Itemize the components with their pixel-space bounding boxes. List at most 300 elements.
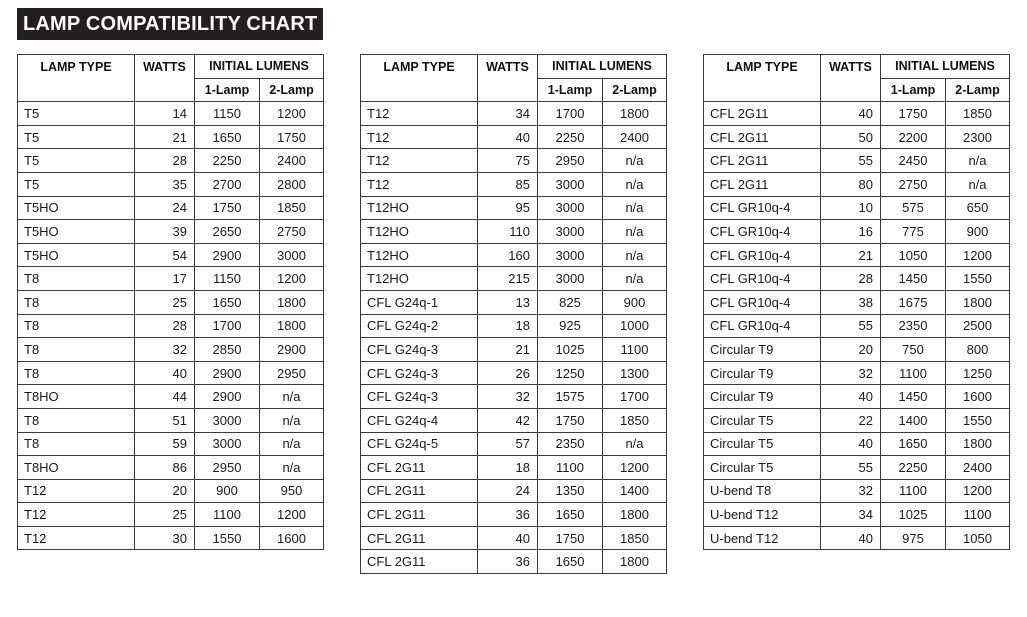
cell-1-lamp-lumens: 1700 — [195, 314, 260, 338]
cell-lamp-type: Circular T5 — [704, 408, 821, 432]
cell-watts: 25 — [135, 290, 195, 314]
table-row — [361, 267, 667, 291]
cell-1-lamp-lumens: 1100 — [881, 479, 946, 503]
header-initial-lumens: INITIAL LUMENS — [538, 55, 667, 79]
cell-lamp-type: CFL G24q-3 — [361, 361, 478, 385]
cell-2-lamp-lumens: 800 — [946, 338, 1010, 362]
cell-lamp-type: CFL GR10q-4 — [704, 267, 821, 291]
cell-1-lamp-lumens: 825 — [538, 290, 603, 314]
cell-1-lamp-lumens: 1675 — [881, 290, 946, 314]
cell-watts: 18 — [478, 456, 538, 480]
cell-watts: 85 — [478, 172, 538, 196]
header-2-lamp: 2-Lamp — [603, 78, 667, 102]
cell-lamp-type: CFL 2G11 — [704, 149, 821, 173]
cell-1-lamp-lumens: 1750 — [195, 196, 260, 220]
cell-watts: 40 — [821, 432, 881, 456]
lamp-table-2 — [360, 54, 667, 574]
cell-watts: 36 — [478, 503, 538, 527]
cell-watts: 14 — [135, 102, 195, 126]
cell-2-lamp-lumens: 1000 — [603, 314, 667, 338]
cell-lamp-type: CFL 2G11 — [704, 125, 821, 149]
cell-lamp-type: T5 — [18, 149, 135, 173]
cell-watts: 55 — [821, 314, 881, 338]
header-watts: WATTS — [135, 55, 195, 102]
cell-1-lamp-lumens: 1700 — [538, 102, 603, 126]
cell-watts: 17 — [135, 267, 195, 291]
cell-lamp-type: CFL 2G11 — [361, 550, 478, 574]
cell-2-lamp-lumens: 2800 — [260, 172, 324, 196]
table-row — [361, 408, 667, 432]
cell-watts: 21 — [135, 125, 195, 149]
table-row — [18, 408, 324, 432]
cell-2-lamp-lumens: 900 — [946, 220, 1010, 244]
cell-watts: 20 — [821, 338, 881, 362]
cell-lamp-type: T12 — [18, 503, 135, 527]
cell-watts: 54 — [135, 243, 195, 267]
cell-watts: 59 — [135, 432, 195, 456]
cell-lamp-type: T8 — [18, 361, 135, 385]
cell-1-lamp-lumens: 2750 — [881, 172, 946, 196]
header-2-lamp: 2-Lamp — [946, 78, 1010, 102]
cell-watts: 40 — [821, 385, 881, 409]
table-row — [704, 196, 1010, 220]
cell-lamp-type: CFL 2G11 — [704, 102, 821, 126]
cell-lamp-type: T12 — [361, 102, 478, 126]
cell-lamp-type: T5HO — [18, 243, 135, 267]
table-row — [361, 432, 667, 456]
cell-2-lamp-lumens: 1700 — [603, 385, 667, 409]
cell-lamp-type: T12 — [18, 526, 135, 550]
cell-watts: 40 — [478, 125, 538, 149]
cell-2-lamp-lumens: n/a — [603, 172, 667, 196]
cell-1-lamp-lumens: 1650 — [538, 550, 603, 574]
cell-1-lamp-lumens: 1100 — [881, 361, 946, 385]
table-row — [361, 243, 667, 267]
cell-2-lamp-lumens: 2750 — [260, 220, 324, 244]
cell-lamp-type: T5HO — [18, 220, 135, 244]
cell-2-lamp-lumens: 1400 — [603, 479, 667, 503]
cell-1-lamp-lumens: 1050 — [881, 243, 946, 267]
cell-lamp-type: CFL 2G11 — [361, 479, 478, 503]
cell-watts: 35 — [135, 172, 195, 196]
cell-2-lamp-lumens: 2300 — [946, 125, 1010, 149]
table-row — [18, 149, 324, 173]
cell-2-lamp-lumens: n/a — [260, 456, 324, 480]
cell-watts: 25 — [135, 503, 195, 527]
header-lamp-type: LAMP TYPE — [361, 55, 478, 102]
table-row — [704, 314, 1010, 338]
table-row — [18, 196, 324, 220]
cell-2-lamp-lumens: n/a — [946, 172, 1010, 196]
table-row — [18, 290, 324, 314]
table-row — [18, 385, 324, 409]
cell-1-lamp-lumens: 2900 — [195, 361, 260, 385]
cell-lamp-type: CFL GR10q-4 — [704, 220, 821, 244]
cell-watts: 13 — [478, 290, 538, 314]
cell-1-lamp-lumens: 1450 — [881, 385, 946, 409]
header-watts: WATTS — [821, 55, 881, 102]
cell-1-lamp-lumens: 1150 — [195, 267, 260, 291]
cell-watts: 34 — [821, 503, 881, 527]
table-row — [361, 125, 667, 149]
cell-1-lamp-lumens: 2450 — [881, 149, 946, 173]
cell-2-lamp-lumens: 1550 — [946, 408, 1010, 432]
cell-1-lamp-lumens: 1550 — [195, 526, 260, 550]
cell-watts: 16 — [821, 220, 881, 244]
table-row — [704, 267, 1010, 291]
table-row — [18, 172, 324, 196]
cell-2-lamp-lumens: n/a — [946, 149, 1010, 173]
cell-lamp-type: CFL 2G11 — [704, 172, 821, 196]
cell-1-lamp-lumens: 775 — [881, 220, 946, 244]
table-row — [18, 125, 324, 149]
cell-watts: 75 — [478, 149, 538, 173]
table-row — [704, 125, 1010, 149]
cell-lamp-type: CFL G24q-4 — [361, 408, 478, 432]
cell-lamp-type: CFL GR10q-4 — [704, 196, 821, 220]
cell-2-lamp-lumens: 1800 — [946, 432, 1010, 456]
cell-lamp-type: Circular T5 — [704, 456, 821, 480]
cell-watts: 95 — [478, 196, 538, 220]
cell-lamp-type: CFL GR10q-4 — [704, 314, 821, 338]
table-row — [361, 314, 667, 338]
cell-watts: 32 — [478, 385, 538, 409]
cell-watts: 28 — [135, 314, 195, 338]
header-1-lamp: 1-Lamp — [881, 78, 946, 102]
cell-2-lamp-lumens: n/a — [603, 220, 667, 244]
cell-2-lamp-lumens: n/a — [603, 432, 667, 456]
table-row — [704, 102, 1010, 126]
cell-1-lamp-lumens: 3000 — [195, 408, 260, 432]
cell-watts: 40 — [478, 526, 538, 550]
table-row — [361, 102, 667, 126]
cell-1-lamp-lumens: 1650 — [195, 125, 260, 149]
cell-1-lamp-lumens: 1150 — [195, 102, 260, 126]
cell-2-lamp-lumens: 3000 — [260, 243, 324, 267]
cell-lamp-type: CFL GR10q-4 — [704, 290, 821, 314]
table-row — [704, 408, 1010, 432]
table-row — [704, 290, 1010, 314]
cell-watts: 42 — [478, 408, 538, 432]
table-row — [704, 385, 1010, 409]
table-row — [18, 102, 324, 126]
cell-2-lamp-lumens: n/a — [603, 267, 667, 291]
table-row — [361, 149, 667, 173]
cell-2-lamp-lumens: 1600 — [260, 526, 324, 550]
header-lamp-type: LAMP TYPE — [18, 55, 135, 102]
cell-1-lamp-lumens: 2700 — [195, 172, 260, 196]
cell-lamp-type: CFL 2G11 — [361, 526, 478, 550]
header-watts: WATTS — [478, 55, 538, 102]
cell-watts: 215 — [478, 267, 538, 291]
cell-2-lamp-lumens: 1850 — [946, 102, 1010, 126]
cell-2-lamp-lumens: 650 — [946, 196, 1010, 220]
cell-lamp-type: T12 — [361, 149, 478, 173]
table-row — [704, 149, 1010, 173]
cell-2-lamp-lumens: 1600 — [946, 385, 1010, 409]
cell-2-lamp-lumens: 1200 — [603, 456, 667, 480]
cell-lamp-type: T12HO — [361, 196, 478, 220]
table-row — [361, 338, 667, 362]
table-row — [361, 526, 667, 550]
cell-watts: 10 — [821, 196, 881, 220]
cell-watts: 32 — [821, 479, 881, 503]
cell-1-lamp-lumens: 975 — [881, 526, 946, 550]
cell-2-lamp-lumens: n/a — [260, 432, 324, 456]
cell-lamp-type: T8 — [18, 290, 135, 314]
cell-1-lamp-lumens: 2900 — [195, 385, 260, 409]
table-row — [361, 290, 667, 314]
cell-watts: 55 — [821, 149, 881, 173]
cell-watts: 38 — [821, 290, 881, 314]
header-initial-lumens: INITIAL LUMENS — [881, 55, 1010, 79]
cell-lamp-type: T12 — [361, 172, 478, 196]
table-row — [18, 243, 324, 267]
cell-watts: 110 — [478, 220, 538, 244]
cell-1-lamp-lumens: 3000 — [195, 432, 260, 456]
cell-lamp-type: CFL G24q-3 — [361, 385, 478, 409]
cell-1-lamp-lumens: 900 — [195, 479, 260, 503]
cell-lamp-type: CFL G24q-1 — [361, 290, 478, 314]
cell-watts: 32 — [135, 338, 195, 362]
cell-2-lamp-lumens: n/a — [603, 149, 667, 173]
cell-2-lamp-lumens: 1300 — [603, 361, 667, 385]
cell-1-lamp-lumens: 1650 — [881, 432, 946, 456]
cell-2-lamp-lumens: 1200 — [946, 243, 1010, 267]
header-1-lamp: 1-Lamp — [538, 78, 603, 102]
table-row — [361, 550, 667, 574]
cell-2-lamp-lumens: 2400 — [603, 125, 667, 149]
cell-watts: 51 — [135, 408, 195, 432]
cell-1-lamp-lumens: 3000 — [538, 172, 603, 196]
cell-2-lamp-lumens: 1800 — [260, 314, 324, 338]
cell-lamp-type: CFL GR10q-4 — [704, 243, 821, 267]
cell-watts: 22 — [821, 408, 881, 432]
cell-watts: 30 — [135, 526, 195, 550]
cell-2-lamp-lumens: 1800 — [946, 290, 1010, 314]
cell-watts: 24 — [135, 196, 195, 220]
cell-2-lamp-lumens: 1250 — [946, 361, 1010, 385]
cell-1-lamp-lumens: 2350 — [881, 314, 946, 338]
cell-lamp-type: T12HO — [361, 243, 478, 267]
table-row — [361, 172, 667, 196]
cell-1-lamp-lumens: 2250 — [881, 456, 946, 480]
table-row — [704, 526, 1010, 550]
cell-watts: 160 — [478, 243, 538, 267]
cell-2-lamp-lumens: n/a — [603, 196, 667, 220]
cell-watts: 21 — [821, 243, 881, 267]
cell-lamp-type: CFL G24q-5 — [361, 432, 478, 456]
cell-lamp-type: T8 — [18, 338, 135, 362]
table-row — [361, 456, 667, 480]
cell-2-lamp-lumens: 1200 — [946, 479, 1010, 503]
cell-2-lamp-lumens: 1850 — [603, 526, 667, 550]
cell-watts: 34 — [478, 102, 538, 126]
cell-lamp-type: T12HO — [361, 267, 478, 291]
cell-2-lamp-lumens: n/a — [260, 408, 324, 432]
cell-2-lamp-lumens: 1200 — [260, 267, 324, 291]
cell-watts: 26 — [478, 361, 538, 385]
cell-lamp-type: Circular T9 — [704, 361, 821, 385]
cell-lamp-type: CFL 2G11 — [361, 503, 478, 527]
cell-1-lamp-lumens: 3000 — [538, 243, 603, 267]
table-row — [704, 503, 1010, 527]
cell-1-lamp-lumens: 1100 — [195, 503, 260, 527]
cell-2-lamp-lumens: 1800 — [603, 550, 667, 574]
table-row — [704, 172, 1010, 196]
cell-2-lamp-lumens: 2950 — [260, 361, 324, 385]
cell-2-lamp-lumens: 1100 — [603, 338, 667, 362]
cell-2-lamp-lumens: 2500 — [946, 314, 1010, 338]
cell-lamp-type: T12 — [361, 125, 478, 149]
cell-lamp-type: Circular T9 — [704, 338, 821, 362]
table-row — [18, 456, 324, 480]
cell-1-lamp-lumens: 1025 — [881, 503, 946, 527]
cell-watts: 40 — [135, 361, 195, 385]
lamp-table-1 — [17, 54, 324, 550]
cell-1-lamp-lumens: 3000 — [538, 196, 603, 220]
cell-lamp-type: T8 — [18, 314, 135, 338]
cell-watts: 86 — [135, 456, 195, 480]
cell-watts: 50 — [821, 125, 881, 149]
table-row — [18, 432, 324, 456]
cell-lamp-type: T8 — [18, 408, 135, 432]
cell-watts: 40 — [821, 526, 881, 550]
header-initial-lumens: INITIAL LUMENS — [195, 55, 324, 79]
cell-watts: 57 — [478, 432, 538, 456]
table-row — [361, 361, 667, 385]
cell-2-lamp-lumens: 1100 — [946, 503, 1010, 527]
cell-lamp-type: U-bend T8 — [704, 479, 821, 503]
cell-2-lamp-lumens: 1550 — [946, 267, 1010, 291]
cell-lamp-type: CFL G24q-3 — [361, 338, 478, 362]
cell-1-lamp-lumens: 1250 — [538, 361, 603, 385]
cell-1-lamp-lumens: 3000 — [538, 220, 603, 244]
cell-1-lamp-lumens: 1350 — [538, 479, 603, 503]
cell-2-lamp-lumens: n/a — [260, 385, 324, 409]
cell-watts: 32 — [821, 361, 881, 385]
cell-lamp-type: CFL 2G11 — [361, 456, 478, 480]
cell-watts: 80 — [821, 172, 881, 196]
cell-2-lamp-lumens: 1050 — [946, 526, 1010, 550]
cell-1-lamp-lumens: 1750 — [881, 102, 946, 126]
table-row — [18, 314, 324, 338]
table-row — [18, 361, 324, 385]
cell-1-lamp-lumens: 3000 — [538, 267, 603, 291]
cell-lamp-type: T12 — [18, 479, 135, 503]
cell-watts: 44 — [135, 385, 195, 409]
cell-2-lamp-lumens: 1800 — [260, 290, 324, 314]
table-row — [704, 243, 1010, 267]
chart-title: LAMP COMPATIBILITY CHART — [17, 8, 323, 40]
cell-2-lamp-lumens: 1850 — [260, 196, 324, 220]
cell-1-lamp-lumens: 2250 — [195, 149, 260, 173]
table-row — [704, 220, 1010, 244]
cell-2-lamp-lumens: n/a — [603, 243, 667, 267]
cell-lamp-type: T5 — [18, 172, 135, 196]
cell-1-lamp-lumens: 1400 — [881, 408, 946, 432]
cell-watts: 28 — [135, 149, 195, 173]
header-2-lamp: 2-Lamp — [260, 78, 324, 102]
cell-1-lamp-lumens: 1650 — [538, 503, 603, 527]
cell-1-lamp-lumens: 1575 — [538, 385, 603, 409]
cell-lamp-type: T8HO — [18, 385, 135, 409]
cell-1-lamp-lumens: 2650 — [195, 220, 260, 244]
table-row — [704, 361, 1010, 385]
table-row — [704, 432, 1010, 456]
cell-lamp-type: T5 — [18, 125, 135, 149]
cell-2-lamp-lumens: 2400 — [946, 456, 1010, 480]
table-row — [18, 220, 324, 244]
cell-1-lamp-lumens: 575 — [881, 196, 946, 220]
cell-2-lamp-lumens: 1750 — [260, 125, 324, 149]
table-row — [704, 456, 1010, 480]
cell-watts: 28 — [821, 267, 881, 291]
cell-watts: 24 — [478, 479, 538, 503]
cell-lamp-type: T8 — [18, 432, 135, 456]
cell-lamp-type: T12HO — [361, 220, 478, 244]
cell-lamp-type: T5HO — [18, 196, 135, 220]
cell-1-lamp-lumens: 2350 — [538, 432, 603, 456]
cell-1-lamp-lumens: 1750 — [538, 526, 603, 550]
cell-watts: 21 — [478, 338, 538, 362]
cell-1-lamp-lumens: 2950 — [195, 456, 260, 480]
table-row — [18, 479, 324, 503]
cell-1-lamp-lumens: 2850 — [195, 338, 260, 362]
cell-2-lamp-lumens: 1200 — [260, 102, 324, 126]
cell-lamp-type: Circular T9 — [704, 385, 821, 409]
cell-lamp-type: T8 — [18, 267, 135, 291]
cell-1-lamp-lumens: 2200 — [881, 125, 946, 149]
cell-watts: 39 — [135, 220, 195, 244]
table-row — [361, 479, 667, 503]
cell-lamp-type: CFL G24q-2 — [361, 314, 478, 338]
cell-watts: 18 — [478, 314, 538, 338]
cell-1-lamp-lumens: 1100 — [538, 456, 603, 480]
cell-1-lamp-lumens: 2250 — [538, 125, 603, 149]
cell-1-lamp-lumens: 2950 — [538, 149, 603, 173]
cell-2-lamp-lumens: 2400 — [260, 149, 324, 173]
table-row — [704, 479, 1010, 503]
cell-watts: 55 — [821, 456, 881, 480]
cell-lamp-type: U-bend T12 — [704, 526, 821, 550]
cell-2-lamp-lumens: 900 — [603, 290, 667, 314]
cell-lamp-type: Circular T5 — [704, 432, 821, 456]
cell-watts: 20 — [135, 479, 195, 503]
table-row — [361, 196, 667, 220]
cell-1-lamp-lumens: 750 — [881, 338, 946, 362]
header-1-lamp: 1-Lamp — [195, 78, 260, 102]
lamp-table-3 — [703, 54, 1010, 550]
cell-1-lamp-lumens: 1650 — [195, 290, 260, 314]
table-row — [18, 267, 324, 291]
cell-watts: 36 — [478, 550, 538, 574]
cell-2-lamp-lumens: 1850 — [603, 408, 667, 432]
table-row — [361, 220, 667, 244]
cell-2-lamp-lumens: 1800 — [603, 503, 667, 527]
cell-2-lamp-lumens: 1800 — [603, 102, 667, 126]
header-lamp-type: LAMP TYPE — [704, 55, 821, 102]
cell-1-lamp-lumens: 925 — [538, 314, 603, 338]
table-row — [18, 526, 324, 550]
cell-lamp-type: T5 — [18, 102, 135, 126]
cell-1-lamp-lumens: 2900 — [195, 243, 260, 267]
table-row — [18, 503, 324, 527]
cell-lamp-type: T8HO — [18, 456, 135, 480]
cell-2-lamp-lumens: 950 — [260, 479, 324, 503]
table-row — [361, 385, 667, 409]
cell-lamp-type: U-bend T12 — [704, 503, 821, 527]
